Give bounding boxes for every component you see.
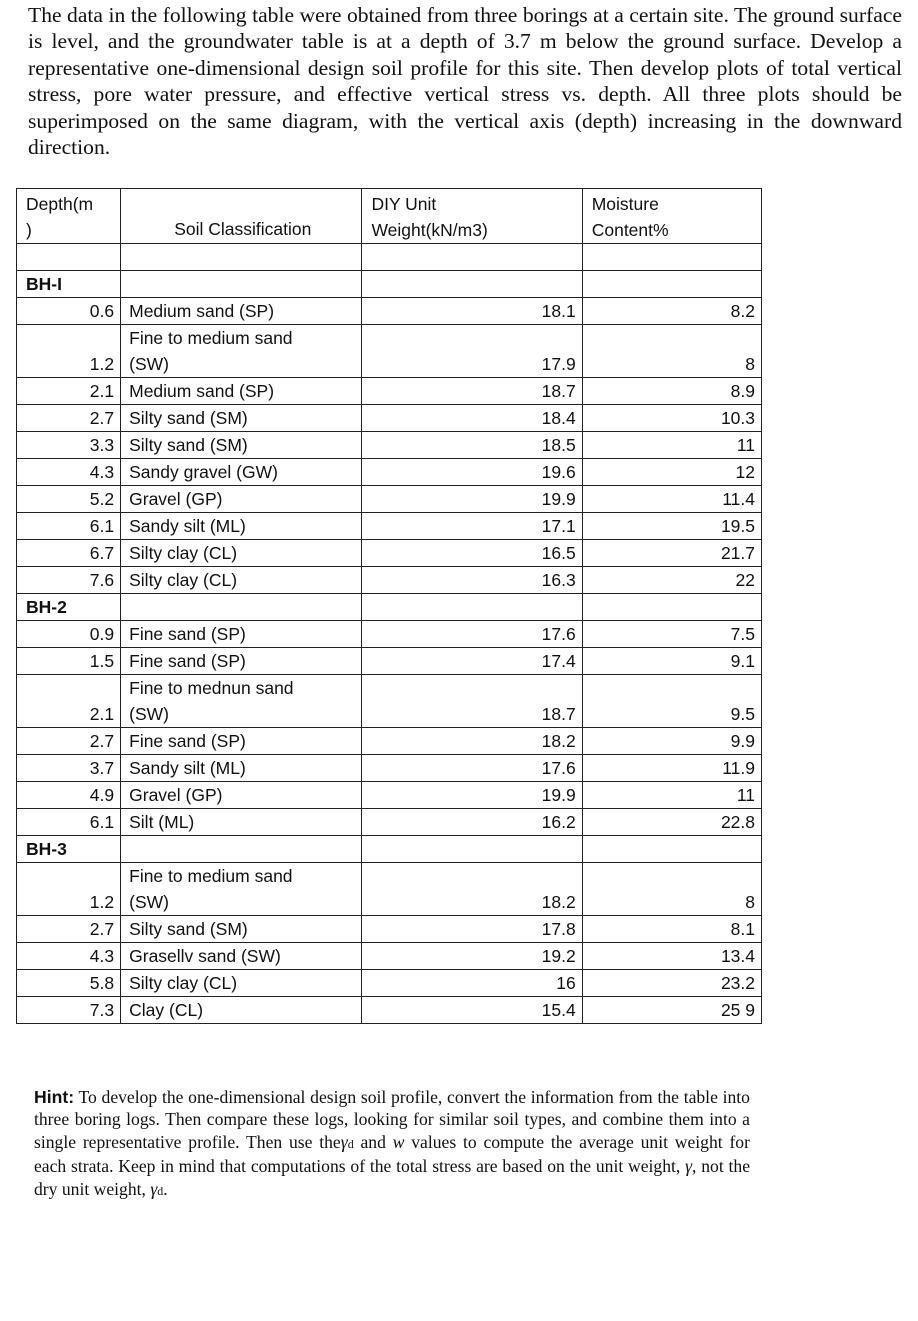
- table-row: [17, 540, 762, 567]
- hint-text-1: To develop the one-dimensional design soil profile, convert the information from the table into three boring logs. Then compare these logs, looking for similar soil types, and combine them into a single representative profile. Then use the: [34, 1087, 750, 1152]
- moisture-content-cell: 8: [582, 863, 761, 916]
- moisture-content-cell: 23.2: [582, 970, 761, 997]
- moisture-content-cell: 12: [582, 459, 761, 486]
- depth-cell: 0.9: [17, 621, 121, 648]
- moisture-content-cell: 9.1: [582, 648, 761, 675]
- soil-classification-cell: Silt (ML): [121, 809, 362, 836]
- soil-classification-cell: Fine sand (SP): [121, 648, 362, 675]
- unit-weight-cell: 17.6: [362, 755, 582, 782]
- gamma-d-subscript: d: [347, 1136, 354, 1151]
- gamma-d-symbol: γ: [340, 1131, 348, 1152]
- unit-weight-cell: 16.2: [362, 809, 582, 836]
- borehole-name: BH-I: [17, 271, 121, 298]
- soil-classification-cell: Fine sand (SP): [121, 621, 362, 648]
- depth-cell: 2.1: [17, 378, 121, 405]
- soil-classification-cell: Medium sand (SP): [121, 378, 362, 405]
- borehole-name: BH-2: [17, 594, 121, 621]
- table-row: [17, 648, 762, 675]
- depth-cell: 4.9: [17, 782, 121, 809]
- unit-weight-cell: 17.9: [362, 325, 582, 378]
- moisture-content-cell: 25 9: [582, 997, 761, 1024]
- borehole-name: BH-3: [17, 836, 121, 863]
- table-row: [17, 432, 762, 459]
- problem-statement: [28, 2, 902, 160]
- table-row: [17, 755, 762, 782]
- soil-classification-cell: Silty clay (CL): [121, 540, 362, 567]
- depth-cell: 1.2: [17, 863, 121, 916]
- moisture-content-cell: 10.3: [582, 405, 761, 432]
- moisture-content-cell: 8.9: [582, 378, 761, 405]
- hint-text-2: and: [360, 1131, 386, 1152]
- gamma-d2-subscript: d: [157, 1183, 164, 1198]
- table-row: [17, 675, 762, 728]
- soil-classification-cell: Fine to medium sand (SW): [121, 325, 362, 378]
- moisture-content-cell: 11: [582, 432, 761, 459]
- table-row: [17, 621, 762, 648]
- unit-weight-cell: 19.9: [362, 486, 582, 513]
- unit-weight-cell: 19.2: [362, 943, 582, 970]
- unit-weight-cell: 18.4: [362, 405, 582, 432]
- table-row: [17, 567, 762, 594]
- moisture-content-cell: 11.4: [582, 486, 761, 513]
- empty-row: [17, 244, 762, 271]
- depth-cell: 6.1: [17, 809, 121, 836]
- moisture-content-cell: 13.4: [582, 943, 761, 970]
- unit-weight-cell: 18.2: [362, 728, 582, 755]
- soil-classification-cell: Fine to medium sand (SW): [121, 863, 362, 916]
- depth-cell: 2.1: [17, 675, 121, 728]
- moisture-content-cell: 11: [582, 782, 761, 809]
- unit-weight-cell: 17.8: [362, 916, 582, 943]
- depth-cell: 7.6: [17, 567, 121, 594]
- moisture-content-cell: 8: [582, 325, 761, 378]
- depth-cell: 5.2: [17, 486, 121, 513]
- borehole-header-row: [17, 594, 762, 621]
- table-row: [17, 970, 762, 997]
- hint-paragraph: [34, 1086, 750, 1202]
- borehole-header-row: [17, 836, 762, 863]
- hint-label: Hint:: [34, 1087, 75, 1107]
- borehole-header-row: [17, 271, 762, 298]
- moisture-content-cell: 9.5: [582, 675, 761, 728]
- moisture-content-cell: 19.5: [582, 513, 761, 540]
- unit-weight-cell: 17.4: [362, 648, 582, 675]
- soil-classification-cell: Sandy gravel (GW): [121, 459, 362, 486]
- unit-weight-cell: 16.5: [362, 540, 582, 567]
- soil-classification-cell: Silty sand (SM): [121, 432, 362, 459]
- moisture-content-cell: 11.9: [582, 755, 761, 782]
- depth-cell: 1.2: [17, 325, 121, 378]
- unit-weight-cell: 16.3: [362, 567, 582, 594]
- header-soil-classification: Soil Classification: [121, 189, 362, 244]
- table-row: [17, 378, 762, 405]
- header-moisture-content: Moisture Content%: [582, 189, 761, 244]
- soil-classification-cell: Fine to mednun sand (SW): [121, 675, 362, 728]
- unit-weight-cell: 18.7: [362, 378, 582, 405]
- depth-cell: 2.7: [17, 405, 121, 432]
- problem-text: The data in the following table were obtained from three borings at a certain site. The ground surface is level, and the groundwater table is at a depth of 3.7 m below the ground surface. Develop a representative one-dimensional design soil profile for this site. Then develop plots of total vertical stress, pore water pressure, and effective vertical stress vs. depth. All three plots should be superimposed on the same diagram, with the vertical axis (depth) increasing in the downward direction.: [28, 3, 902, 160]
- moisture-content-cell: 7.5: [582, 621, 761, 648]
- gamma-d2-symbol: γ: [150, 1178, 158, 1199]
- moisture-content-cell: 21.7: [582, 540, 761, 567]
- table-row: [17, 728, 762, 755]
- soil-classification-cell: Sandy silt (ML): [121, 513, 362, 540]
- table-row: [17, 916, 762, 943]
- hint-text-4: , not the dry unit weight,: [34, 1156, 751, 1199]
- depth-cell: 2.7: [17, 728, 121, 755]
- hint-text-5: .: [163, 1178, 168, 1199]
- table-row: [17, 782, 762, 809]
- soil-classification-cell: Fine sand (SP): [121, 728, 362, 755]
- soil-classification-cell: Silty sand (SM): [121, 916, 362, 943]
- unit-weight-cell: 19.9: [362, 782, 582, 809]
- unit-weight-cell: 19.6: [362, 459, 582, 486]
- soil-classification-cell: Silty clay (CL): [121, 567, 362, 594]
- unit-weight-cell: 17.6: [362, 621, 582, 648]
- table-row: [17, 459, 762, 486]
- soil-classification-cell: Silty sand (SM): [121, 405, 362, 432]
- soil-data-table: [16, 188, 762, 1024]
- depth-cell: 1.5: [17, 648, 121, 675]
- unit-weight-cell: 18.2: [362, 863, 582, 916]
- table-row: [17, 486, 762, 513]
- moisture-content-cell: 22.8: [582, 809, 761, 836]
- soil-classification-cell: Gravel (GP): [121, 486, 362, 513]
- table-row: [17, 943, 762, 970]
- table-row: [17, 809, 762, 836]
- moisture-content-cell: 8.1: [582, 916, 761, 943]
- table-row: [17, 997, 762, 1024]
- header-unit-weight: DIY Unit Weight(kN/m3): [362, 189, 582, 244]
- header-depth: Depth(m ): [17, 189, 121, 244]
- unit-weight-cell: 18.1: [362, 298, 582, 325]
- table-row: [17, 863, 762, 916]
- table-header-row: [17, 189, 762, 244]
- depth-cell: 4.3: [17, 943, 121, 970]
- depth-cell: 5.8: [17, 970, 121, 997]
- table-row: [17, 298, 762, 325]
- table-row: [17, 405, 762, 432]
- unit-weight-cell: 16: [362, 970, 582, 997]
- depth-cell: 3.7: [17, 755, 121, 782]
- depth-cell: 6.1: [17, 513, 121, 540]
- moisture-content-cell: 8.2: [582, 298, 761, 325]
- soil-classification-cell: Clay (CL): [121, 997, 362, 1024]
- depth-cell: 4.3: [17, 459, 121, 486]
- w-symbol: w: [392, 1131, 405, 1152]
- depth-cell: 7.3: [17, 997, 121, 1024]
- unit-weight-cell: 18.7: [362, 675, 582, 728]
- hint-text-3: values to compute the average unit weight for each strata. Keep in mind that computations of the total stress are based on the unit weight,: [34, 1131, 750, 1177]
- soil-classification-cell: Medium sand (SP): [121, 298, 362, 325]
- depth-cell: 6.7: [17, 540, 121, 567]
- soil-classification-cell: Gravel (GP): [121, 782, 362, 809]
- depth-cell: 3.3: [17, 432, 121, 459]
- depth-cell: 0.6: [17, 298, 121, 325]
- depth-cell: 2.7: [17, 916, 121, 943]
- table-row: [17, 513, 762, 540]
- moisture-content-cell: 9.9: [582, 728, 761, 755]
- unit-weight-cell: 17.1: [362, 513, 582, 540]
- unit-weight-cell: 18.5: [362, 432, 582, 459]
- gamma-symbol: γ: [685, 1156, 693, 1177]
- soil-classification-cell: Sandy silt (ML): [121, 755, 362, 782]
- table-row: [17, 325, 762, 378]
- soil-classification-cell: Silty clay (CL): [121, 970, 362, 997]
- moisture-content-cell: 22: [582, 567, 761, 594]
- unit-weight-cell: 15.4: [362, 997, 582, 1024]
- soil-classification-cell: Grasellv sand (SW): [121, 943, 362, 970]
